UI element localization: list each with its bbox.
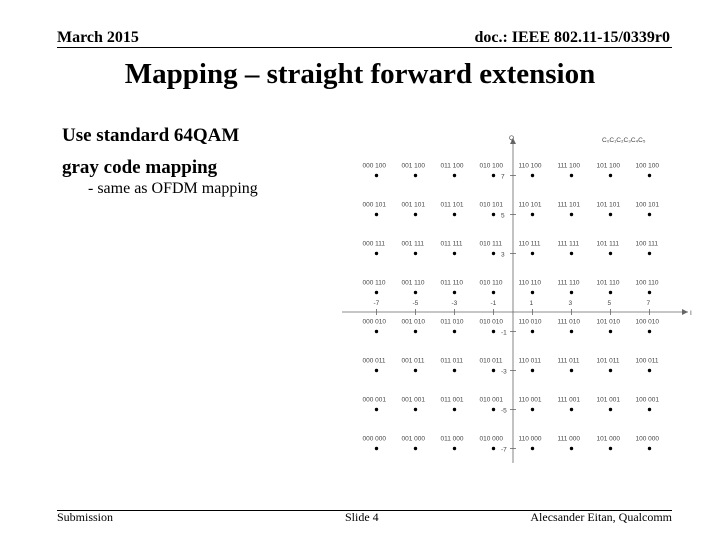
constellation-point-label: 101 110 xyxy=(596,279,620,287)
i-tick-label: -3 xyxy=(451,300,458,307)
constellation-point-label: 001 111 xyxy=(401,240,425,248)
q-tick-label: 7 xyxy=(501,173,505,181)
constellation-point xyxy=(375,213,378,216)
constellation-point xyxy=(609,252,612,255)
i-tick-label: 5 xyxy=(607,300,612,307)
constellation-point-label: 000 010 xyxy=(362,318,386,326)
constellation-point xyxy=(453,174,456,177)
constellation-point xyxy=(570,213,573,216)
constellation-point xyxy=(609,174,612,177)
constellation-point-label: 000 100 xyxy=(362,162,386,170)
constellation-point xyxy=(492,330,495,333)
i-tick-label: -1 xyxy=(490,300,497,307)
constellation-point-label: 100 011 xyxy=(635,357,659,365)
constellation-point xyxy=(648,252,651,255)
constellation-point-label: 111 011 xyxy=(557,357,580,365)
constellation-point-label: 100 110 xyxy=(635,279,659,287)
constellation-point-label: 000 101 xyxy=(362,201,386,209)
constellation-point-label: 101 011 xyxy=(596,357,620,365)
constellation-point xyxy=(609,447,612,450)
constellation-point xyxy=(531,369,534,372)
constellation-point-label: 110 010 xyxy=(518,318,542,326)
constellation-point-label: 001 110 xyxy=(401,279,425,287)
constellation-point xyxy=(375,408,378,411)
body-line-1: Use standard 64QAM xyxy=(62,125,240,146)
constellation-point xyxy=(414,213,417,216)
bit-order-label: C₀C₁C₂C₃C₄C₅ xyxy=(602,137,646,144)
header-date: March 2015 xyxy=(57,29,139,46)
constellation-point-label: 101 101 xyxy=(596,201,620,209)
constellation-point-label: 111 100 xyxy=(557,162,581,170)
qam-64-constellation xyxy=(330,128,700,468)
constellation-point-label: 110 001 xyxy=(518,396,542,404)
constellation-point-label: 100 000 xyxy=(635,435,659,443)
constellation-point-label: 100 100 xyxy=(635,162,659,170)
i-tick-label: 7 xyxy=(646,300,651,307)
constellation-point-label: 110 101 xyxy=(518,201,542,209)
q-tick-label: -5 xyxy=(501,407,507,415)
q-tick-label: -1 xyxy=(501,329,507,337)
constellation-point-label: 010 000 xyxy=(479,435,503,443)
constellation-point-label: 001 101 xyxy=(401,201,425,209)
constellation-point-label: 011 101 xyxy=(440,201,464,209)
constellation-point xyxy=(375,174,378,177)
constellation-point xyxy=(453,447,456,450)
constellation-point-label: 010 011 xyxy=(479,357,503,365)
constellation-point xyxy=(453,291,456,294)
constellation-point xyxy=(414,291,417,294)
constellation-point xyxy=(375,330,378,333)
constellation-point-label: 001 000 xyxy=(401,435,425,443)
constellation-point xyxy=(375,252,378,255)
q-tick-label: -3 xyxy=(501,368,507,376)
constellation-point xyxy=(609,291,612,294)
constellation-point-label: 101 100 xyxy=(596,162,620,170)
header-divider xyxy=(57,47,672,48)
constellation-point-label: 101 111 xyxy=(596,240,620,248)
constellation-point xyxy=(570,447,573,450)
constellation-point xyxy=(531,213,534,216)
constellation-point xyxy=(609,408,612,411)
constellation-point-label: 111 010 xyxy=(557,318,581,326)
constellation-point xyxy=(453,252,456,255)
constellation-point xyxy=(648,174,651,177)
constellation-point-label: 101 001 xyxy=(596,396,620,404)
constellation-point xyxy=(492,213,495,216)
constellation-point xyxy=(648,369,651,372)
i-tick-label: 3 xyxy=(568,300,573,307)
constellation-grid xyxy=(342,135,692,463)
q-axis-label: Q xyxy=(509,135,515,142)
constellation-point xyxy=(570,291,573,294)
constellation-point-label: 110 011 xyxy=(518,357,542,365)
constellation-point xyxy=(648,330,651,333)
q-tick-label: -7 xyxy=(501,446,507,454)
constellation-point-label: 001 001 xyxy=(401,396,425,404)
constellation-point xyxy=(492,174,495,177)
constellation-point-label: 000 001 xyxy=(362,396,386,404)
constellation-point-label: 101 000 xyxy=(596,435,620,443)
i-tick-label: 1 xyxy=(529,300,534,307)
constellation-point-label: 001 011 xyxy=(401,357,425,365)
constellation-point xyxy=(375,369,378,372)
constellation-point xyxy=(375,291,378,294)
constellation-point-label: 111 111 xyxy=(557,240,580,248)
i-tick-label: -7 xyxy=(373,300,380,307)
constellation-point-label: 110 100 xyxy=(518,162,542,170)
i-axis-arrow xyxy=(682,309,688,315)
footer-author: Alecsander Eitan, Qualcomm xyxy=(530,510,672,524)
constellation-point xyxy=(492,447,495,450)
constellation-point xyxy=(531,408,534,411)
constellation-point-label: 010 111 xyxy=(479,240,503,248)
constellation-point-label: 011 001 xyxy=(440,396,464,404)
q-tick-label: 3 xyxy=(501,251,505,259)
constellation-point-label: 000 011 xyxy=(362,357,386,365)
constellation-point-label: 000 000 xyxy=(362,435,386,443)
constellation-point xyxy=(531,330,534,333)
constellation-point-label: 011 100 xyxy=(440,162,464,170)
sub-bullet: - same as OFDM mapping xyxy=(88,180,258,197)
constellation-point xyxy=(414,174,417,177)
constellation-point xyxy=(453,330,456,333)
constellation-point xyxy=(570,408,573,411)
constellation-point xyxy=(414,408,417,411)
constellation-point-label: 101 010 xyxy=(596,318,620,326)
constellation-point-label: 000 110 xyxy=(362,279,386,287)
constellation-point-label: 100 010 xyxy=(635,318,659,326)
constellation-point xyxy=(453,408,456,411)
constellation-point xyxy=(570,330,573,333)
constellation-point-label: 110 110 xyxy=(518,279,542,287)
constellation-point-label: 111 101 xyxy=(557,201,581,209)
constellation-point xyxy=(531,291,534,294)
constellation-point-label: 100 111 xyxy=(635,240,659,248)
constellation-point xyxy=(648,447,651,450)
constellation-point-label: 011 110 xyxy=(440,279,464,287)
constellation-point-label: 011 011 xyxy=(440,357,464,365)
constellation-point-label: 011 000 xyxy=(440,435,464,443)
constellation-point-label: 011 111 xyxy=(440,240,463,248)
body-line-2: gray code mapping xyxy=(62,157,218,178)
constellation-point xyxy=(570,174,573,177)
constellation-point xyxy=(609,213,612,216)
i-axis-label: I xyxy=(690,310,692,317)
constellation-point-label: 100 001 xyxy=(635,396,659,404)
constellation-point-label: 010 100 xyxy=(479,162,503,170)
constellation-point xyxy=(414,369,417,372)
constellation-point xyxy=(453,213,456,216)
slide-title: Mapping – straight forward extension xyxy=(124,58,596,90)
constellation-point-label: 000 111 xyxy=(362,240,386,248)
constellation-point-label: 011 010 xyxy=(440,318,464,326)
constellation-point-label: 010 001 xyxy=(479,396,503,404)
constellation-point-label: 010 110 xyxy=(479,279,503,287)
constellation-point xyxy=(648,213,651,216)
constellation-point xyxy=(609,369,612,372)
footer-slide-number: Slide 4 xyxy=(345,510,379,524)
header-doc-id: doc.: IEEE 802.11-15/0339r0 xyxy=(474,29,670,46)
constellation-point xyxy=(414,447,417,450)
constellation-point xyxy=(531,252,534,255)
constellation-point-label: 111 110 xyxy=(557,279,580,287)
constellation-point-label: 110 111 xyxy=(518,240,541,248)
constellation-point-label: 111 001 xyxy=(557,396,581,404)
constellation-point xyxy=(414,330,417,333)
constellation-point xyxy=(570,369,573,372)
constellation-point xyxy=(492,408,495,411)
constellation-point xyxy=(375,447,378,450)
constellation-point xyxy=(414,252,417,255)
constellation-point xyxy=(492,252,495,255)
constellation-point-label: 100 101 xyxy=(635,201,659,209)
constellation-point-label: 110 000 xyxy=(518,435,542,443)
constellation-point xyxy=(492,291,495,294)
q-tick-label: 5 xyxy=(501,212,505,220)
constellation-point-label: 010 101 xyxy=(479,201,503,209)
constellation-point xyxy=(531,447,534,450)
constellation-point xyxy=(609,330,612,333)
constellation-point xyxy=(648,408,651,411)
footer-submission: Submission xyxy=(57,510,114,524)
constellation-point xyxy=(492,369,495,372)
constellation-point-label: 001 010 xyxy=(401,318,425,326)
constellation-point xyxy=(570,252,573,255)
constellation-point-label: 111 000 xyxy=(557,435,581,443)
constellation-point-label: 001 100 xyxy=(401,162,425,170)
body-text xyxy=(62,120,239,184)
i-tick-label: -5 xyxy=(412,300,419,307)
constellation-point xyxy=(531,174,534,177)
constellation-point xyxy=(648,291,651,294)
constellation-point xyxy=(453,369,456,372)
constellation-point-label: 010 010 xyxy=(479,318,503,326)
